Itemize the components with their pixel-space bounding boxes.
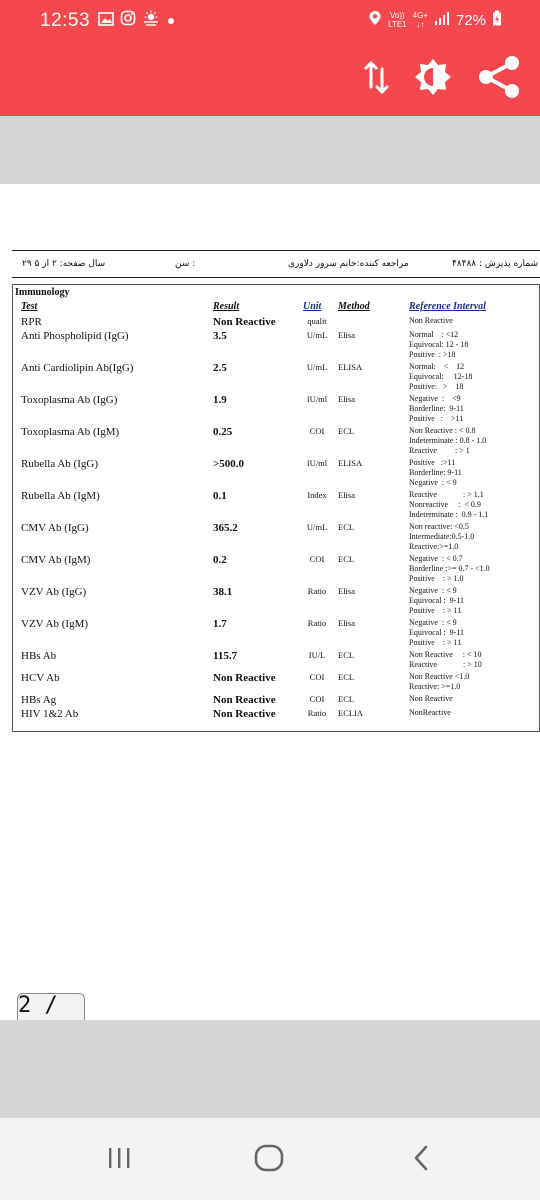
results-table: Immunology Test Result Unit Method Reference Interval RPR Non Reactive qualit Non Reactive Anti Phospholipid (IgG) 3.5 U/mL Elisa Normal : <12 Equivocal: 12 - 18 Positive : >18 Anti Cardiolipin Ab(IgG) 2.5 U/mL ELISA Normal: < 12 Equivocal: 12-18 Positive: > 18 Toxoplasma Ab (IgG) 1.9 IU/ml Elisa Negative : <9 Borderline: 9-11 Positive : >11 Toxoplasma Ab (IgM) 0.25 COI ECL Non Reactive : < 0.8 Indeterminate : 0.8 - 1.0 Reactive : > 1 Rubella Ab (IgG) >500.0 IU/ml ELISA Positive :>11 Borderline: 9-11 Negative : < 9 Rubella Ab (IgM) 0.1 Index Elisa Reactive : > 1.1 Nonreactive : < 0.9 Indeterminate : 0.9 - 1.1 CMV Ab (IgG) 365.2 U/mL ECL Non reactive: <0.5 Intermediate:0.5-1.0 Reactive:>=1.0 CMV Ab (IgM) 0.2 COI ECL Negative : < 0.7 Borderline :>= 0.7 - <1.0 Positive : > 1.0 VZV Ab (IgG) 38.1 Ratio Elisa Negative : < 9 Equivocal : 9-11 Positive : > 11 VZV Ab (IgM) 1.7 Ratio Elisa Negative : < 9 Equivocal : 9-11 Positive : > 11 HBs Ab 115.7 IU/L ECL Non Reactive : < 10 Reactive : > 10 HCV Ab Non Reactive COI ECL Non Reactive <1.0 Reactive: >=1.0 HBs Ag Non Reactive COI ECL Non Reactive HIV 1&2 Ab Non Reactive Ratio ECLIA NonReactive [12,284,540,732]
volte-indicator: Vo)) LTE1 [388,11,407,29]
status-time: 12:53 [40,10,91,31]
viewer-bottom-margin [0,1020,540,1118]
recent-apps-icon [106,1146,132,1174]
col-test: Test [21,301,38,312]
app-bar [0,40,540,116]
battery-percent: 72% [455,11,486,29]
col-method: Method [338,301,370,312]
sort-button[interactable] [352,54,402,104]
recent-apps-button[interactable] [89,1140,149,1180]
lab-report [12,250,540,735]
brightness-button[interactable] [408,54,458,104]
share-button[interactable] [474,54,524,104]
status-bar [0,0,540,40]
col-unit: Unit [303,301,322,312]
col-reference: Reference Interval [409,301,486,312]
sort-icon [362,59,392,99]
age-label: سن : [175,259,196,269]
battery-icon [492,10,502,30]
page-of-label: ۲۹ سال صفحه: ۲ از ۵ [22,259,106,269]
home-icon [253,1143,285,1177]
system-nav-bar [0,1118,540,1200]
signal-icon [434,11,450,29]
location-icon [368,10,382,30]
col-result: Result [213,301,240,312]
network-type-indicator: 4G+ ↓↑ [412,11,428,29]
notification-dot-icon [166,11,176,31]
page-indicator: 2 / [17,993,85,1043]
section-title: Immunology [15,287,70,298]
gallery-icon [98,11,114,31]
report-header [12,250,540,278]
brightness-icon [413,57,453,101]
share-icon [476,54,522,104]
viewer-top-margin [0,116,540,184]
back-button[interactable] [391,1140,451,1180]
weather-icon [142,10,160,31]
instagram-icon [120,10,136,31]
home-button[interactable] [239,1140,299,1180]
reception-number: شماره پذیرش : ۴۸۴۸۸ [451,259,538,269]
patient-name: مراجعه کننده:خانم سرور دلاوری [288,259,409,269]
back-icon [411,1144,431,1176]
